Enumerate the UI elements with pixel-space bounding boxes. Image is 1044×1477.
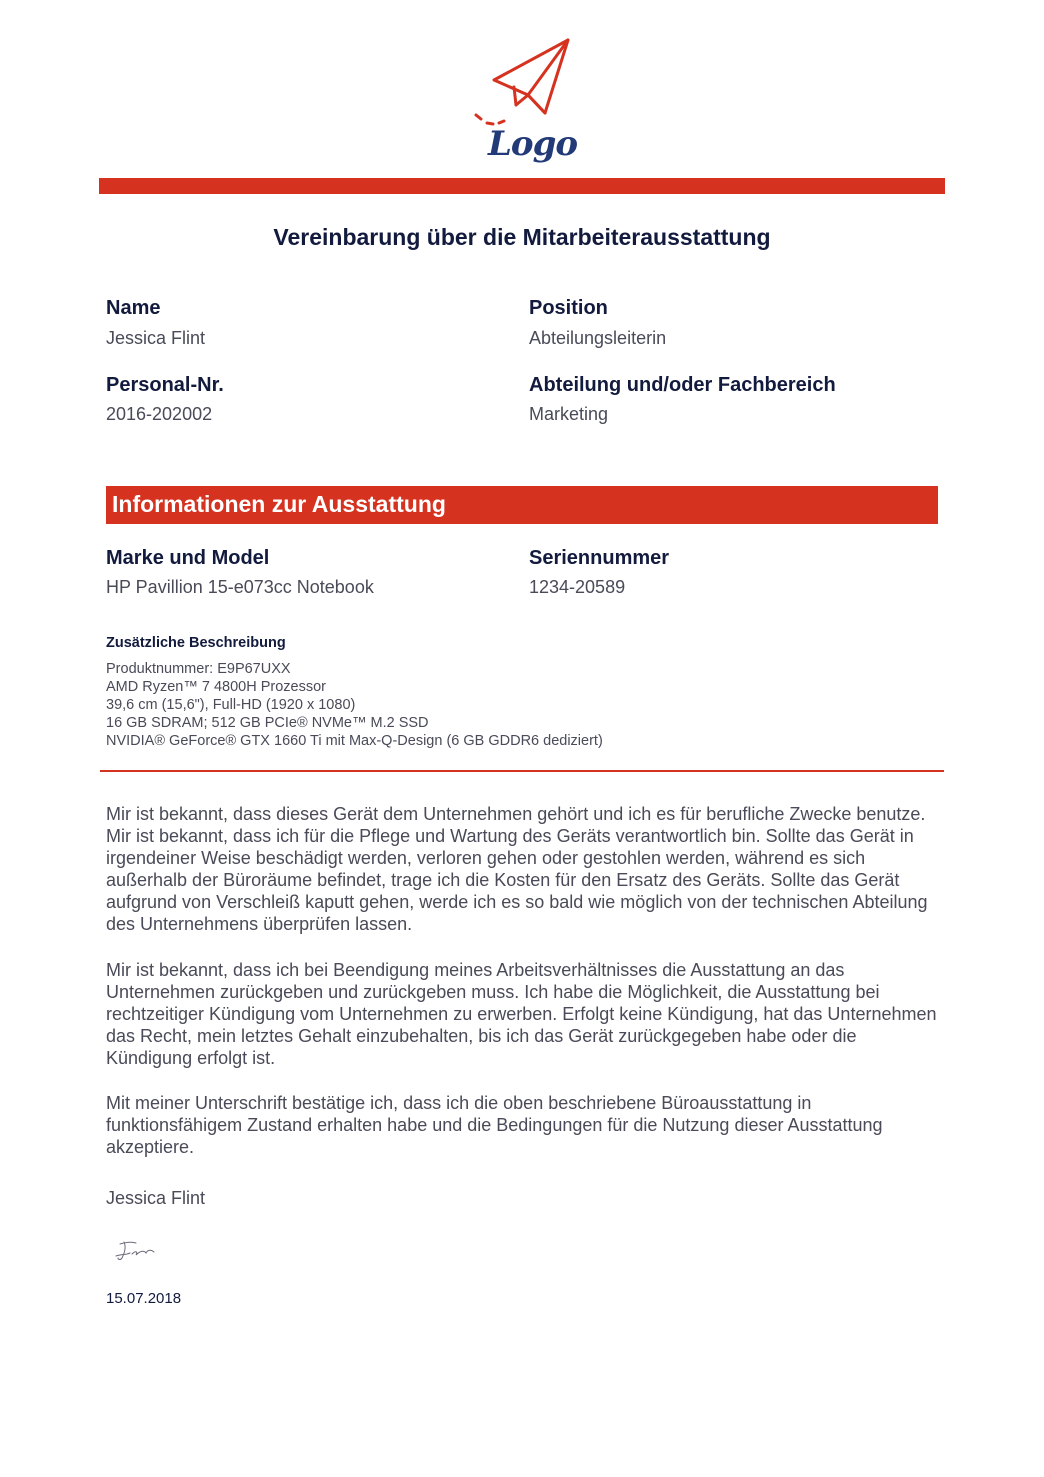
personnel-number-value: 2016-202002 bbox=[106, 404, 213, 424]
name-value: Jessica Flint bbox=[106, 328, 206, 348]
equipment-section-title: Informationen zur Ausstattung bbox=[112, 491, 446, 517]
agreement-paragraph: Mit meiner Unterschrift bestätige ich, dass ich die oben beschriebene Büroausstattung in funktionsfähigem Zustand erhalten habe und die Bedingungen für die Nutzung dieser Ausstattung akzeptiere. bbox=[106, 1093, 883, 1157]
description-line: Produktnummer: E9P67UXX bbox=[106, 661, 291, 677]
department-value: Marketing bbox=[529, 404, 609, 424]
signature-date: 15.07.2018 bbox=[106, 1290, 182, 1307]
name-label: Name bbox=[106, 297, 161, 319]
department-label: Abteilung und/oder Fachbereich bbox=[529, 374, 836, 396]
agreement-paragraph: Mir ist bekannt, dass dieses Gerät dem Unternehmen gehört und ich es für berufliche Zwecke benutze. Mir ist bekannt, dass ich für die Pflege und Wartung des Geräts verantwortlich bin. Sollte das Gerät in irgendeiner Weise beschädigt werden, verloren gehen oder gestohlen werden, während es sich außerhalb der Büroräume befindet, trage ich die Kosten für den Ersatz des Geräts. Sollte das Gerät aufgrund von Verschleiß kaputt gehen, werde ich es so bald wie möglich von der technischen Abteilung des Unternehmens überprüfen lassen. bbox=[106, 804, 928, 934]
header-accent-bar bbox=[99, 178, 945, 194]
paper-plane-icon bbox=[470, 35, 574, 135]
description-line: 39,6 cm (15,6"), Full-HD (1920 x 1080) bbox=[106, 697, 356, 713]
brand-model-value: HP Pavillion 15-e073cc Notebook bbox=[106, 577, 374, 597]
description-line: NVIDIA® GeForce® GTX 1660 Ti mit Max-Q-Design (6 GB GDDR6 dediziert) bbox=[106, 733, 603, 749]
document-title: Vereinbarung über die Mitarbeiterausstattung bbox=[273, 224, 771, 250]
position-value: Abteilungsleiterin bbox=[529, 328, 667, 348]
signer-name: Jessica Flint bbox=[106, 1188, 206, 1208]
handwritten-signature-icon bbox=[112, 1236, 160, 1264]
brand-model-label: Marke und Model bbox=[106, 547, 270, 569]
equipment-section-header bbox=[106, 486, 938, 524]
position-label: Position bbox=[529, 297, 608, 319]
agreement-paragraph: Mir ist bekannt, dass ich bei Beendigung meines Arbeitsverhältnisses die Ausstattung an das Unternehmen zurückgeben und zurückgeben muss. Ich habe die Möglichkeit, die Ausstattung bei rechtzeitiger Kündigung vom Unternehmen zu erwerben. Erfolgt keine Kündigung, hat das Unternehmen das Recht, mein letztes Gehalt einzubehalten, bis ich das Gerät zurückgegeben habe oder die Kündigung erfolgt ist. bbox=[106, 960, 937, 1068]
description-line: AMD Ryzen™ 7 4800H Prozessor bbox=[106, 679, 326, 695]
additional-description-label: Zusätzliche Beschreibung bbox=[106, 635, 286, 651]
additional-description bbox=[106, 660, 603, 750]
logo-text: Logo bbox=[488, 124, 578, 164]
serial-number-value: 1234-20589 bbox=[529, 577, 626, 597]
serial-number-label: Seriennummer bbox=[529, 547, 670, 569]
description-line: 16 GB SDRAM; 512 GB PCIe® NVMe™ M.2 SSD bbox=[106, 715, 429, 731]
personnel-number-label: Personal-Nr. bbox=[106, 374, 224, 396]
section-divider bbox=[100, 770, 944, 772]
